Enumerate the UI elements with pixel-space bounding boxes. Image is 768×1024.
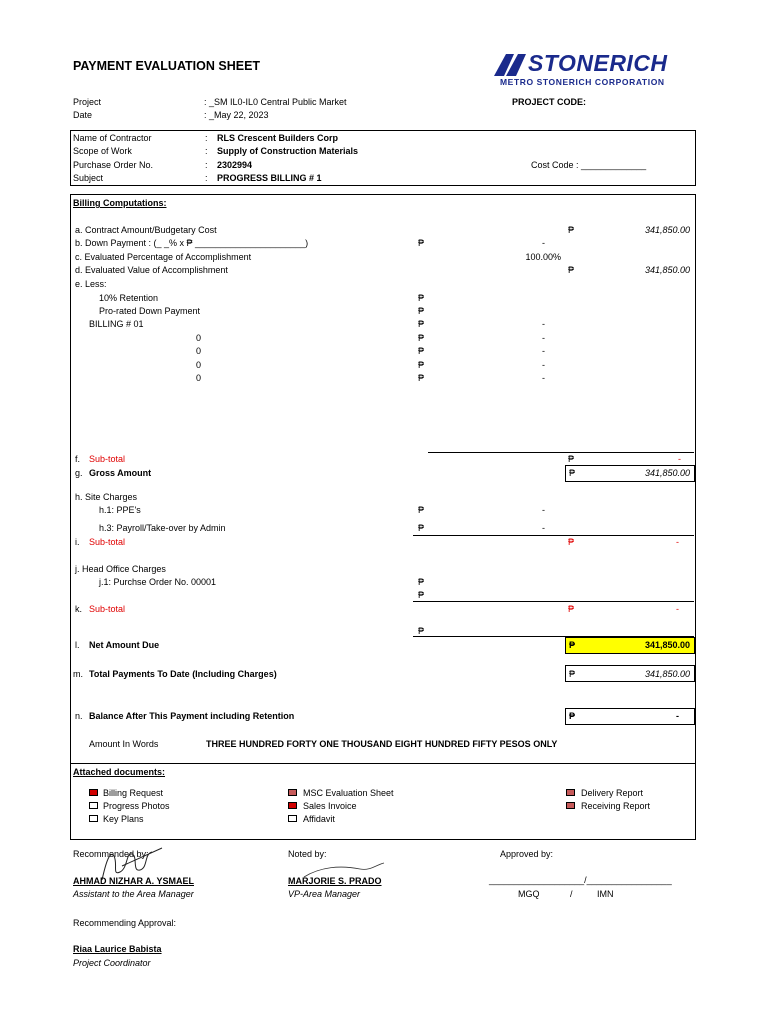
divider-line (413, 601, 694, 602)
project-value: : _SM IL0-IL0 Central Public Market (204, 97, 347, 107)
scope-label: Scope of Work (73, 146, 132, 156)
po-value: 2302994 (217, 160, 253, 170)
gross-amount-value: 341,850.00 (644, 468, 690, 478)
peso-sign: ₱ (568, 454, 575, 464)
logo-subtitle: METRO STONERICH CORPORATION (500, 77, 665, 87)
peso-sign: ₱ (568, 604, 575, 614)
subject-value: PROGRESS BILLING # 1 (217, 173, 322, 183)
head-office-label: j. Head Office Charges (75, 564, 166, 574)
date-label: Date (73, 110, 93, 120)
zero-value: 0 (196, 373, 202, 383)
percent-accomplishment-label: c. Evaluated Percentage of Accomplishment (75, 252, 252, 262)
dash: - (542, 523, 545, 533)
dash: - (676, 604, 679, 614)
dash: - (542, 333, 545, 343)
subtotal-f-label: Sub-total (89, 454, 126, 464)
g-prefix: g. (75, 468, 83, 478)
contractor-name-label: Name of Contractor (73, 133, 152, 143)
recommender-name: AHMAD NIZHAR A. YSMAEL (73, 876, 194, 886)
n-prefix: n. (75, 711, 83, 721)
mgq-label: MGQ (518, 889, 540, 899)
key-plans-checkbox[interactable] (89, 815, 98, 822)
peso-sign: ₱ (418, 505, 425, 515)
total-payments-value: 341,850.00 (644, 669, 690, 679)
po-label: Purchase Order No. (73, 160, 154, 170)
peso-sign: ₱ (569, 711, 576, 721)
subtotal-k-label: Sub-total (89, 604, 126, 614)
subject-label: Subject (73, 173, 104, 183)
value-accomplishment-label: d. Evaluated Value of Accomplishment (75, 265, 228, 275)
approval-signature-line: ___________________/_________________ (489, 875, 672, 885)
down-payment-label: b. Down Payment : (_ _% x ₱ ______________________) (75, 238, 309, 248)
dash: - (678, 454, 681, 464)
dash: - (542, 505, 545, 515)
recommending-approval-label: Recommending Approval: (73, 918, 177, 928)
peso-sign: ₱ (418, 319, 425, 329)
zero-value: 0 (196, 346, 202, 356)
dash: - (676, 711, 679, 721)
noted-title: VP-Area Manager (288, 889, 361, 899)
i-prefix: i. (75, 537, 80, 547)
contract-amount-label: a. Contract Amount/Budgetary Cost (75, 225, 217, 235)
coordinator-title: Project Coordinator (73, 958, 151, 968)
msc-evaluation-label: MSC Evaluation Sheet (303, 788, 394, 798)
peso-sign: ₱ (418, 626, 425, 636)
cost-code-label: Cost Code : _____________ (531, 160, 647, 170)
peso-sign: ₱ (418, 523, 425, 533)
billing01-label: BILLING # 01 (89, 319, 144, 329)
amount-words-label: Amount In Words (89, 739, 159, 749)
dash: - (542, 360, 545, 370)
attachments-heading: Attached documents: (73, 767, 166, 777)
imn-label: IMN (597, 889, 614, 899)
total-payments-label: Total Payments To Date (Including Charges) (89, 669, 277, 679)
slash: / (570, 889, 573, 899)
key-plans-label: Key Plans (103, 814, 144, 824)
peso-sign: ₱ (418, 293, 425, 303)
peso-sign: ₱ (418, 373, 425, 383)
net-amount-label: Net Amount Due (89, 640, 160, 650)
divider-line (428, 452, 694, 453)
net-amount-value: 341,850.00 (644, 640, 690, 650)
dash: - (542, 346, 545, 356)
peso-sign: ₱ (418, 577, 425, 587)
peso-sign: ₱ (418, 238, 425, 248)
peso-sign: ₱ (569, 669, 576, 679)
dash: - (542, 319, 545, 329)
zero-value: 0 (196, 360, 202, 370)
l-prefix: l. (75, 640, 80, 650)
amount-words-value: THREE HUNDRED FORTY ONE THOUSAND EIGHT HUNDRED FIFTY PESOS ONLY (206, 739, 558, 749)
recommender-title: Assistant to the Area Manager (73, 889, 194, 899)
billing-heading: Billing Computations: (73, 198, 167, 208)
purchase-order-label: j.1: Purchse Order No. 00001 (99, 577, 217, 587)
peso-sign: ₱ (568, 537, 575, 547)
sales-invoice-label: Sales Invoice (303, 801, 357, 811)
retention-label: 10% Retention (99, 293, 159, 303)
peso-sign: ₱ (418, 306, 425, 316)
date-value: : _May 22, 2023 (204, 110, 269, 120)
balance-label: Balance After This Payment including Retention (89, 711, 295, 721)
billing-request-checkbox[interactable] (89, 789, 98, 796)
dash: - (542, 373, 545, 383)
msc-evaluation-checkbox[interactable] (288, 789, 297, 796)
receiving-report-checkbox[interactable] (566, 802, 575, 809)
sales-invoice-checkbox[interactable] (288, 802, 297, 809)
contractor-box (70, 130, 696, 186)
contractor-name-value: RLS Crescent Builders Corp (217, 133, 339, 143)
logo-text: STONERICH (528, 50, 668, 76)
divider-line (413, 535, 694, 536)
peso-sign: ₱ (569, 468, 576, 478)
prorated-label: Pro-rated Down Payment (99, 306, 201, 316)
noted-name: MARJORIE S. PRADO (288, 876, 382, 886)
company-logo (492, 50, 682, 90)
percent-accomplishment-value: 100.00% (525, 252, 561, 262)
noted-by-label: Noted by: (288, 849, 327, 859)
progress-photos-label: Progress Photos (103, 801, 170, 811)
billing-request-label: Billing Request (103, 788, 164, 798)
coordinator-name: Riaa Laurice Babista (73, 944, 162, 954)
dash: - (676, 537, 679, 547)
peso-sign: ₱ (418, 590, 425, 600)
less-label: e. Less: (75, 279, 107, 289)
colon: : (205, 160, 208, 170)
delivery-report-checkbox[interactable] (566, 789, 575, 796)
k-prefix: k. (75, 604, 83, 614)
zero-value: 0 (196, 333, 202, 343)
recommended-by-label: Recommended by: (73, 849, 149, 859)
subtotal-i-label: Sub-total (89, 537, 126, 547)
page-title: PAYMENT EVALUATION SHEET (73, 59, 261, 73)
affidavit-label: Affidavit (303, 814, 335, 824)
peso-sign: ₱ (418, 346, 425, 356)
scope-value: Supply of Construction Materials (217, 146, 359, 156)
site-charges-label: h. Site Charges (75, 492, 138, 502)
project-label: Project (73, 97, 102, 107)
dash: - (542, 238, 545, 248)
payroll-label: h.3: Payroll/Take-over by Admin (99, 523, 226, 533)
progress-photos-checkbox[interactable] (89, 802, 98, 809)
colon: : (205, 173, 208, 183)
receiving-report-label: Receiving Report (581, 801, 651, 811)
value-accomplishment-value: 341,850.00 (644, 265, 690, 275)
contract-amount-value: 341,850.00 (644, 225, 690, 235)
colon: : (205, 133, 208, 143)
approved-by-label: Approved by: (500, 849, 554, 859)
peso-sign: ₱ (568, 225, 575, 235)
gross-amount-label: Gross Amount (89, 468, 152, 478)
project-code-label: PROJECT CODE: (512, 97, 587, 107)
delivery-report-label: Delivery Report (581, 788, 644, 798)
peso-sign: ₱ (568, 265, 575, 275)
f-prefix: f. (75, 454, 81, 464)
m-prefix: m. (73, 669, 83, 679)
peso-sign: ₱ (418, 360, 425, 370)
peso-sign: ₱ (569, 640, 576, 650)
ppe-label: h.1: PPE's (99, 505, 141, 515)
affidavit-checkbox[interactable] (288, 815, 297, 822)
peso-sign: ₱ (418, 333, 425, 343)
colon: : (205, 146, 208, 156)
